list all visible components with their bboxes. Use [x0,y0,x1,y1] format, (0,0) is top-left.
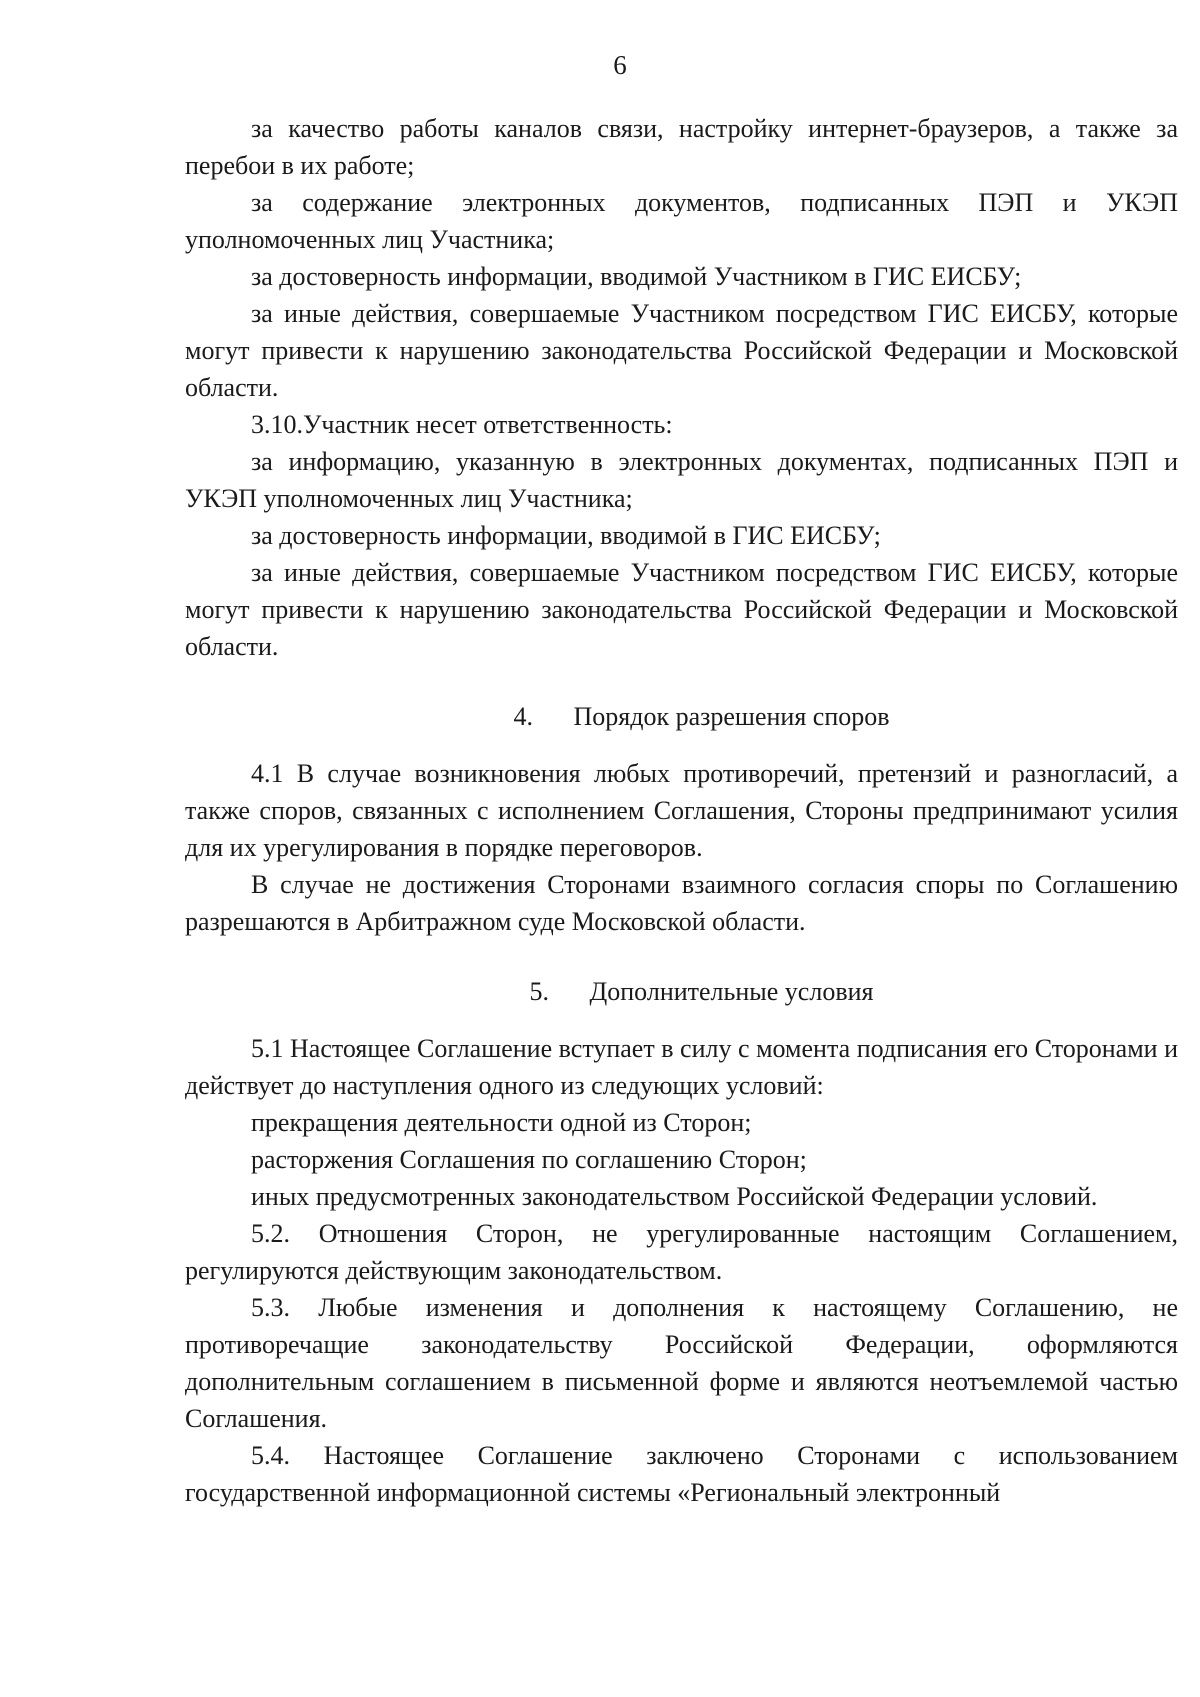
list-item: расторжения Соглашения по соглашению Сторон; [251,1145,807,1174]
paragraph: за иные действия, совершаемые Участником посредством ГИС ЕИСБУ, которые могут привести к нарушению законодательства Российской Федерации и Московской области. [185,558,1178,661]
paragraph: за достоверность информации, вводимой в ГИС ЕИСБУ; [251,521,881,550]
paragraph: за содержание электронных документов, подписанных ПЭП и УКЭП уполномоченных лиц Участника; [185,188,1178,254]
section-heading-5 [185,973,1178,1010]
section-title: Порядок разрешения споров [573,702,890,731]
document-body [185,110,1178,1511]
paragraph: за информацию, указанную в электронных документах, подписанных ПЭП и УКЭП уполномоченных лиц Участника; [185,447,1178,513]
paragraph: 5.3. Любые изменения и дополнения к настоящему Соглашению, не противоречащие законодательству Российской Федерации, оформляются дополнительным соглашением в письменной форме и являются неотъемлемой частью Соглашения. [185,1293,1178,1433]
paragraph: 5.4. Настоящее Соглашение заключено Сторонами с использованием государственной информационной системы «Региональный электронный [185,1441,1178,1507]
page-number: 6 [613,50,627,80]
paragraph: 5.2. Отношения Сторон, не урегулированные настоящим Соглашением, регулируются действующим законодательством. [185,1219,1178,1285]
list-item: прекращения деятельности одной из Сторон; [251,1108,752,1137]
section-number: 5. [529,977,550,1006]
section-heading-4 [185,698,1178,735]
paragraph: 4.1 В случае возникновения любых противоречий, претензий и разногласий, а также споров, связанных с исполнением Соглашения, Стороны предпринимают усилия для их урегулирования в порядке переговоров. [185,759,1178,862]
clause-heading: 3.10.Участник несет ответственность: [251,410,673,439]
paragraph: за иные действия, совершаемые Участником посредством ГИС ЕИСБУ, которые могут привести к нарушению законодательства Российской Федерации и Московской области. [185,299,1178,402]
paragraph: 5.1 Настоящее Соглашение вступает в силу с момента подписания его Сторонами и действует до наступления одного из следующих условий: [185,1034,1178,1100]
list-item: иных предусмотренных законодательством Российской Федерации условий. [251,1182,1098,1211]
paragraph: за достоверность информации, вводимой Участником в ГИС ЕИСБУ; [251,262,1022,291]
paragraph: В случае не достижения Сторонами взаимного согласия споры по Соглашению разрешаются в Арбитражном суде Московской области. [185,870,1178,936]
section-number: 4. [513,702,533,731]
section-title: Дополнительные условия [589,977,874,1006]
paragraph: за качество работы каналов связи, настройку интернет-браузеров, а также за перебои в их работе; [185,114,1178,180]
